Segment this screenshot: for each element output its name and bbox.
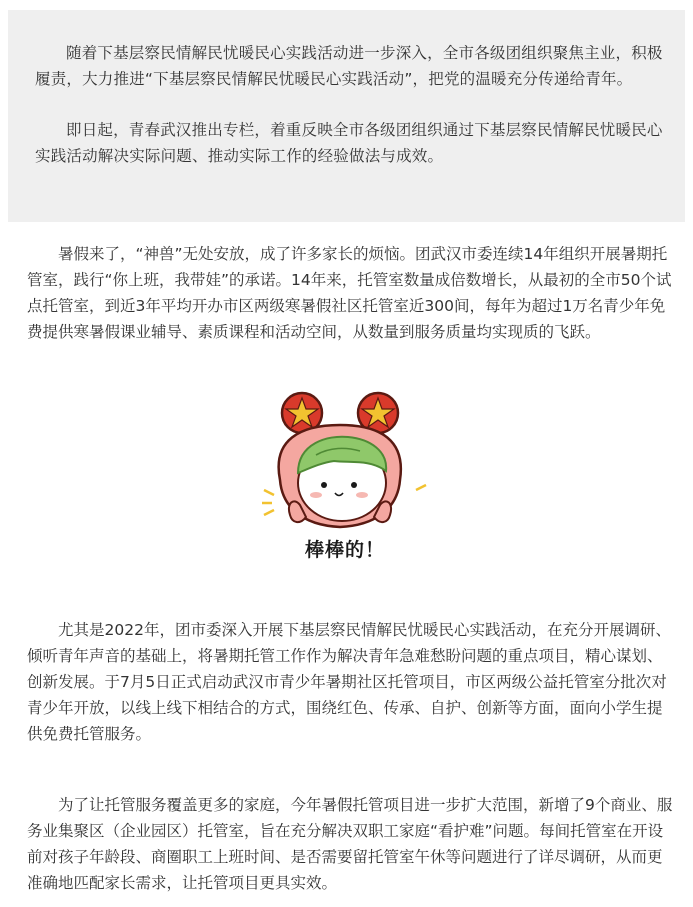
intro-box bbox=[8, 10, 685, 222]
body-paragraph-1: 暑假来了，“神兽”无处安放，成了许多家长的烦恼。团武汉市委连续14年组织开展暑期托管室，践行“你上班，我带娃”的承诺。14年来，托管室数量成倍数增长，从最初的全市50个试点托管室，到近3年平均开办市区两级寒暑假社区托管室近300间，每年为超过1万名青少年免费提供寒暑假课业辅导、素质课程和活动空间，从数量到服务质量均实现质的飞跃。 bbox=[27, 245, 672, 341]
body-paragraph-2: 尤其是2022年，团市委深入开展下基层察民情解民忧暖民心实践活动，在充分开展调研、倾听青年声音的基础上，将暑期托管工作作为解决青年急难愁盼问题的重点项目，精心谋划、创新发展。于7月5日正式启动武汉市青少年暑期社区托管项目，市区两级公益托管室分批次对青少年开放，以线上线下相结合的方式，围绕红色、传承、自护、创新等方面，面向小学生提供免费托管服务。 bbox=[27, 621, 671, 743]
mascot-thumbs-up-icon bbox=[250, 385, 440, 535]
sticker-caption: 棒棒的！ bbox=[304, 539, 385, 561]
mascot-sticker bbox=[250, 385, 440, 570]
body-paragraph-3: 为了让托管服务覆盖更多的家庭，今年暑假托管项目进一步扩大范围，新增了9个商业、服务业集聚区（企业园区）托管室，旨在充分解决双职工家庭“看护难”问题。每间托管室在开设前对孩子年龄段、商圈职工上班时间、是否需要留托管室午休等问题进行了详尽调研，从而更准确地匹配家长需求，让托管项目更具实效。 bbox=[27, 796, 673, 892]
intro-paragraph-1: 随着下基层察民情解民忧暖民心实践活动进一步深入，全市各级团组织聚焦主业，积极履责，大力推进“下基层察民情解民忧暖民心实践活动”，把党的温暖充分传递给青年。 bbox=[35, 44, 663, 88]
intro-paragraph-2: 即日起，青春武汉推出专栏，着重反映全市各级团组织通过下基层察民情解民忧暖民心实践活动解决实际问题、推动实际工作的经验做法与成效。 bbox=[35, 121, 663, 165]
